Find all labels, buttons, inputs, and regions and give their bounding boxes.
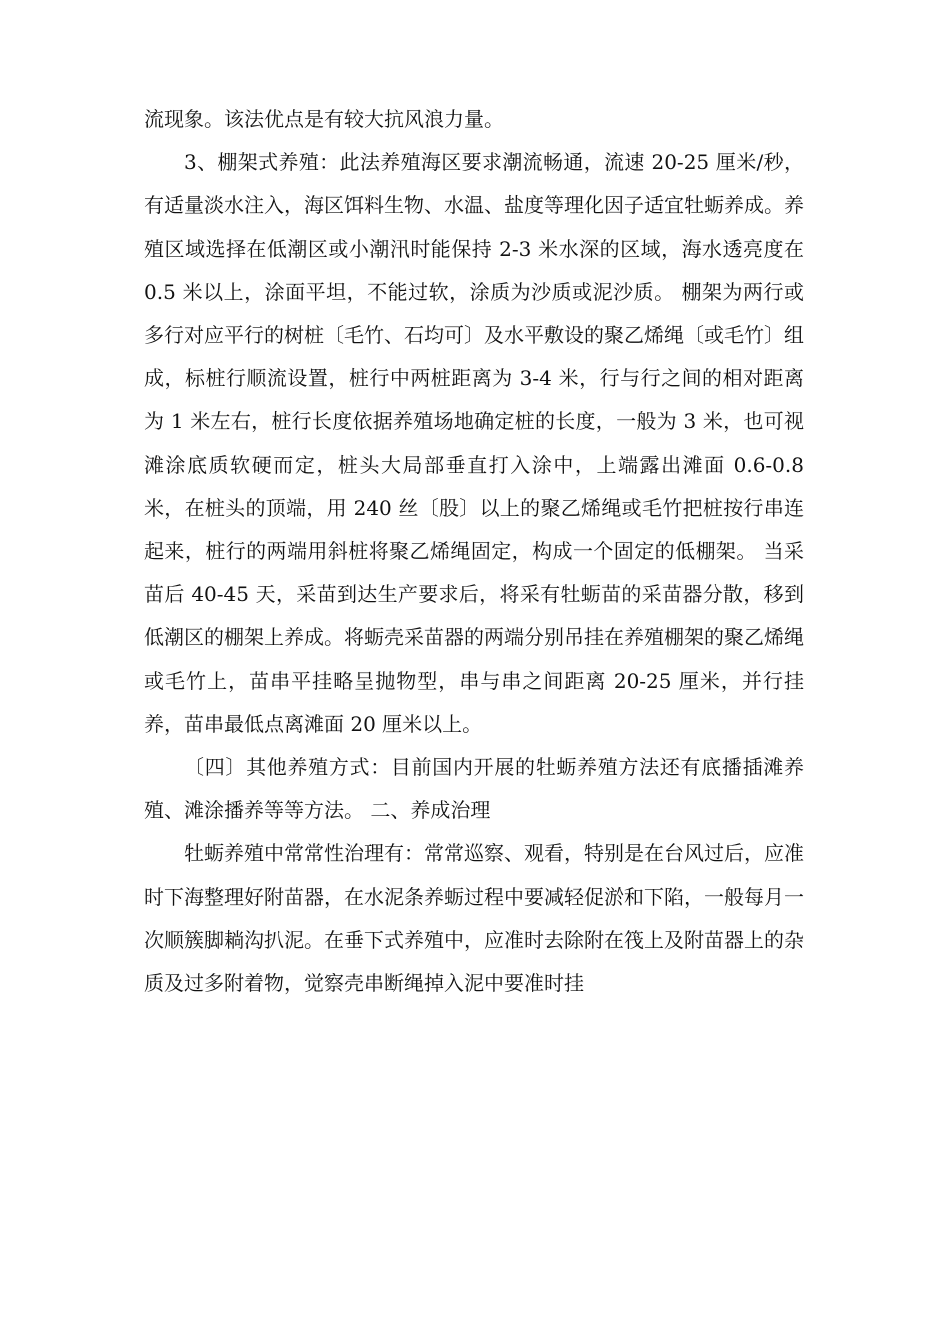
paragraph-other-methods: 〔四〕其他养殖方式：目前国内开展的牡蛎养殖方法还有底播插滩养殖、滩涂播养等等方法。 二、养成治理 bbox=[144, 755, 804, 823]
paragraph-continuation: 流现象。该法优点是有较大抗风浪力量。 bbox=[144, 107, 504, 131]
document-body bbox=[144, 98, 804, 1005]
paragraph-trellis-culture: 3、棚架式养殖：此法养殖海区要求潮流畅通，流速 20-25 厘米/秒，有适量淡水注入，海区饵料生物、水温、盐度等理化因子适宜牡蛎养成。养殖区域选择在低潮区或小潮汛时能保持 2-3 米水深的区域，海水透亮度在 0.5 米以上，涂面平坦，不能过软，涂质为沙质或泥沙质。 棚架为两行或多行对应平行的树桩〔毛竹、石均可〕及水平敷设的聚乙烯绳〔或毛竹〕组成，标桩行顺流设置，桩行中两桩距离为 3-4 米，行与行之间的相对距离为 1 米左右，桩行长度依据养殖场地确定桩的长度，一般为 3 米，也可视滩涂底质软硬而定，桩头大局部垂直打入涂中，上端露出滩面 0.6-0.8 米，在桩头的顶端，用 240 丝〔股〕以上的聚乙烯绳或毛竹把桩按行串连起来，桩行的两端用斜桩将聚乙烯绳固定，构成一个固定的低棚架。 当采苗后 40-45 天，采苗到达生产要求后，将采有牡蛎苗的采苗器分散，移到低潮区的棚架上养成。将蛎壳采苗器的两端分别吊挂在养殖棚架的聚乙烯绳或毛竹上，苗串平挂略呈抛物型，串与串之间距离 20-25 厘米，并行挂养，苗串最低点离滩面 20 厘米以上。 bbox=[144, 150, 804, 736]
paragraph-management: 牡蛎养殖中常常性治理有：常常巡察、观看，特别是在台风过后，应准时下海整理好附苗器，在水泥条养蛎过程中要减轻促淤和下陷，一般每月一次顺簇脚耥沟扒泥。在垂下式养殖中，应准时去除附在筏上及附苗器上的杂质及过多附着物，觉察壳串断绳掉入泥中要准时挂 bbox=[144, 841, 804, 996]
